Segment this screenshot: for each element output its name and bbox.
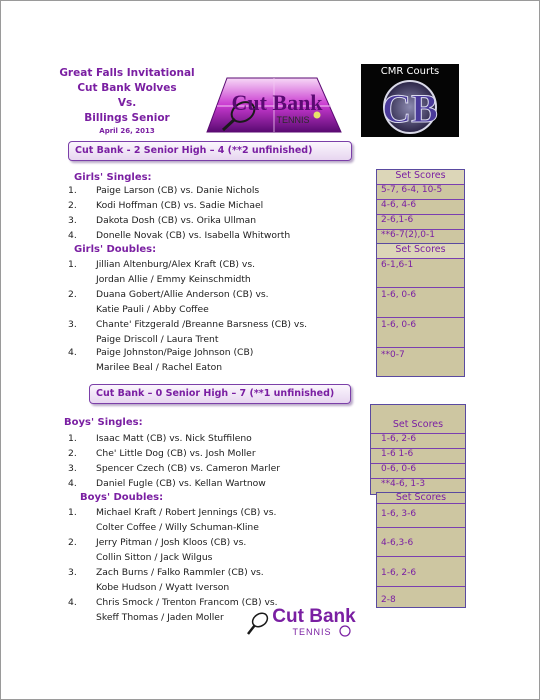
row-number: 2.: [68, 537, 77, 548]
match-team-line-2: Skeff Thomas / Jaden Moller: [96, 612, 224, 623]
match-team-line-2: Colter Coffee / Willy Schuman-Kline: [96, 522, 259, 533]
row-number: 4.: [68, 230, 77, 241]
row-number: 3.: [68, 567, 77, 578]
match-players: Che' Little Dog (CB) vs. Josh Moller: [96, 448, 256, 459]
match-players: Daniel Fugle (CB) vs. Kellan Wartnow: [96, 478, 266, 489]
match-players: Isaac Matt (CB) vs. Nick Stuffileno: [96, 433, 252, 444]
row-number: 3.: [68, 215, 77, 226]
match-team-line-1: Zach Burns / Falko Rammler (CB) vs.: [96, 567, 264, 578]
match-team-line-2: Marilee Beal / Rachel Eaton: [96, 362, 223, 373]
match-players: Kodi Hoffman (CB) vs. Sadie Michael: [96, 200, 264, 211]
girls-doubles-score-header: Set Scores: [377, 244, 464, 258]
match-team-line-1: Jerry Pitman / Josh Kloos (CB) vs.: [96, 537, 247, 548]
match-players: Paige Larson (CB) vs. Danie Nichols: [96, 185, 260, 196]
boys-doubles-title: Boys' Doubles:: [80, 492, 164, 503]
match-team-line-2: Kobe Hudson / Wyatt Iverson: [96, 582, 230, 593]
cut-bank-tennis-footer-logo: [246, 604, 368, 640]
score-boys-singles-1: 1-6, 2-6: [381, 434, 417, 444]
row-number: 4.: [68, 347, 77, 358]
row-number: 2.: [68, 289, 77, 300]
row-number: 1.: [68, 185, 77, 196]
match-team-line-1: Chris Smock / Trenton Francom (CB) vs.: [96, 597, 278, 608]
match-team-line-1: Michael Kraft / Robert Jennings (CB) vs.: [96, 507, 277, 518]
match-team-line-1: Duana Gobert/Allie Anderson (CB) vs.: [96, 289, 269, 300]
match-team-line-1: Chante' Fitzgerald /Breanne Barsness (CB) vs.: [96, 319, 308, 330]
cut-bank-tennis-logo: [205, 72, 343, 136]
row-number: 1.: [68, 259, 77, 270]
score-boys-singles-3: 0-6, 0-6: [381, 464, 417, 474]
score-girls-doubles-1: 6-1,6-1: [381, 260, 414, 270]
footer-logo-sub-text: TENNIS: [292, 627, 332, 637]
cb-monogram-icon: [373, 78, 447, 134]
boys-singles-score-header: Set Scores: [392, 419, 444, 430]
score-girls-singles-4: **6-7(2),0-1: [381, 230, 436, 240]
score-girls-doubles-3: 1-6, 0-6: [381, 320, 417, 330]
score-boys-doubles-2: 4-6,3-6: [381, 538, 414, 548]
footer-logo-main-text: Cut Bank: [272, 606, 356, 627]
girls-singles-score-column: [376, 169, 465, 246]
score-boys-doubles-1: 1-6, 3-6: [381, 509, 417, 519]
match-team-line-2: Paige Driscoll / Laura Trent: [96, 334, 219, 345]
boys-singles-score-column: [370, 404, 466, 495]
boys-doubles-score-column: [376, 492, 466, 608]
match-players: Spencer Czech (CB) vs. Cameron Marler: [96, 463, 281, 474]
score-girls-singles-3: 2-6,1-6: [381, 215, 414, 225]
row-number: 3.: [68, 319, 77, 330]
cmr-courts-logo: [361, 64, 459, 137]
score-boys-singles-4: **4-6, 1-3: [381, 479, 426, 489]
match-team-line-1: Jillian Altenburg/Alex Kraft (CB) vs.: [96, 259, 256, 270]
boys-singles-title: Boys' Singles:: [64, 417, 143, 428]
row-number: 2.: [68, 200, 77, 211]
row-number: 1.: [68, 507, 77, 518]
match-team-line-1: Paige Johnston/Paige Johnson (CB): [96, 347, 254, 358]
girls-score-banner: Cut Bank - 2 Senior High – 4 (**2 unfinished): [68, 141, 352, 161]
score-boys-doubles-3: 1-6, 2-6: [381, 568, 417, 578]
versus-label: Vs.: [117, 97, 137, 109]
event-title: Great Falls Invitational: [59, 67, 195, 79]
cb-monogram-text: CB: [382, 86, 438, 131]
match-team-line-2: Collin Sitton / Jack Wilgus: [96, 552, 213, 563]
cmr-courts-label: CMR Courts: [380, 66, 440, 77]
score-boys-doubles-4: 2-8: [381, 595, 396, 605]
boys-doubles-score-header: Set Scores: [395, 493, 447, 503]
score-boys-singles-2: 1-6 1-6: [381, 449, 414, 459]
team-billings-senior: Billings Senior: [84, 112, 170, 124]
score-girls-doubles-2: 1-6, 0-6: [381, 290, 417, 300]
girls-doubles-title: Girls' Doubles:: [74, 244, 157, 255]
boys-score-banner: Cut Bank – 0 Senior High – 7 (**1 unfinished): [89, 384, 351, 404]
row-number: 4.: [68, 597, 77, 608]
score-girls-doubles-4: **0-7: [381, 350, 405, 360]
team-cut-bank: Cut Bank Wolves: [77, 82, 177, 94]
match-team-line-2: Jordan Allie / Emmy Keinschmidth: [96, 274, 251, 285]
match-players: Dakota Dosh (CB) vs. Orika Ullman: [96, 215, 257, 226]
score-girls-singles-1: 5-7, 6-4, 10-5: [381, 185, 443, 195]
row-number: 4.: [68, 478, 77, 489]
girls-doubles-score-column: [376, 243, 465, 377]
logo-sub-text: TENNIS: [276, 115, 310, 125]
girls-singles-title: Girls' Singles:: [74, 172, 152, 183]
score-girls-singles-2: 4-6, 4-6: [381, 200, 417, 210]
logo-main-text: Cut Bank: [231, 90, 323, 115]
girls-singles-score-header: Set Scores: [377, 170, 464, 184]
match-header: [52, 66, 202, 136]
row-number: 1.: [68, 433, 77, 444]
match-date: April 26, 2013: [99, 127, 155, 135]
row-number: 2.: [68, 448, 77, 459]
match-team-line-2: Katie Pauli / Abby Coffee: [96, 304, 209, 315]
row-number: 3.: [68, 463, 77, 474]
match-players: Donelle Novak (CB) vs. Isabella Whitworth: [96, 230, 291, 241]
